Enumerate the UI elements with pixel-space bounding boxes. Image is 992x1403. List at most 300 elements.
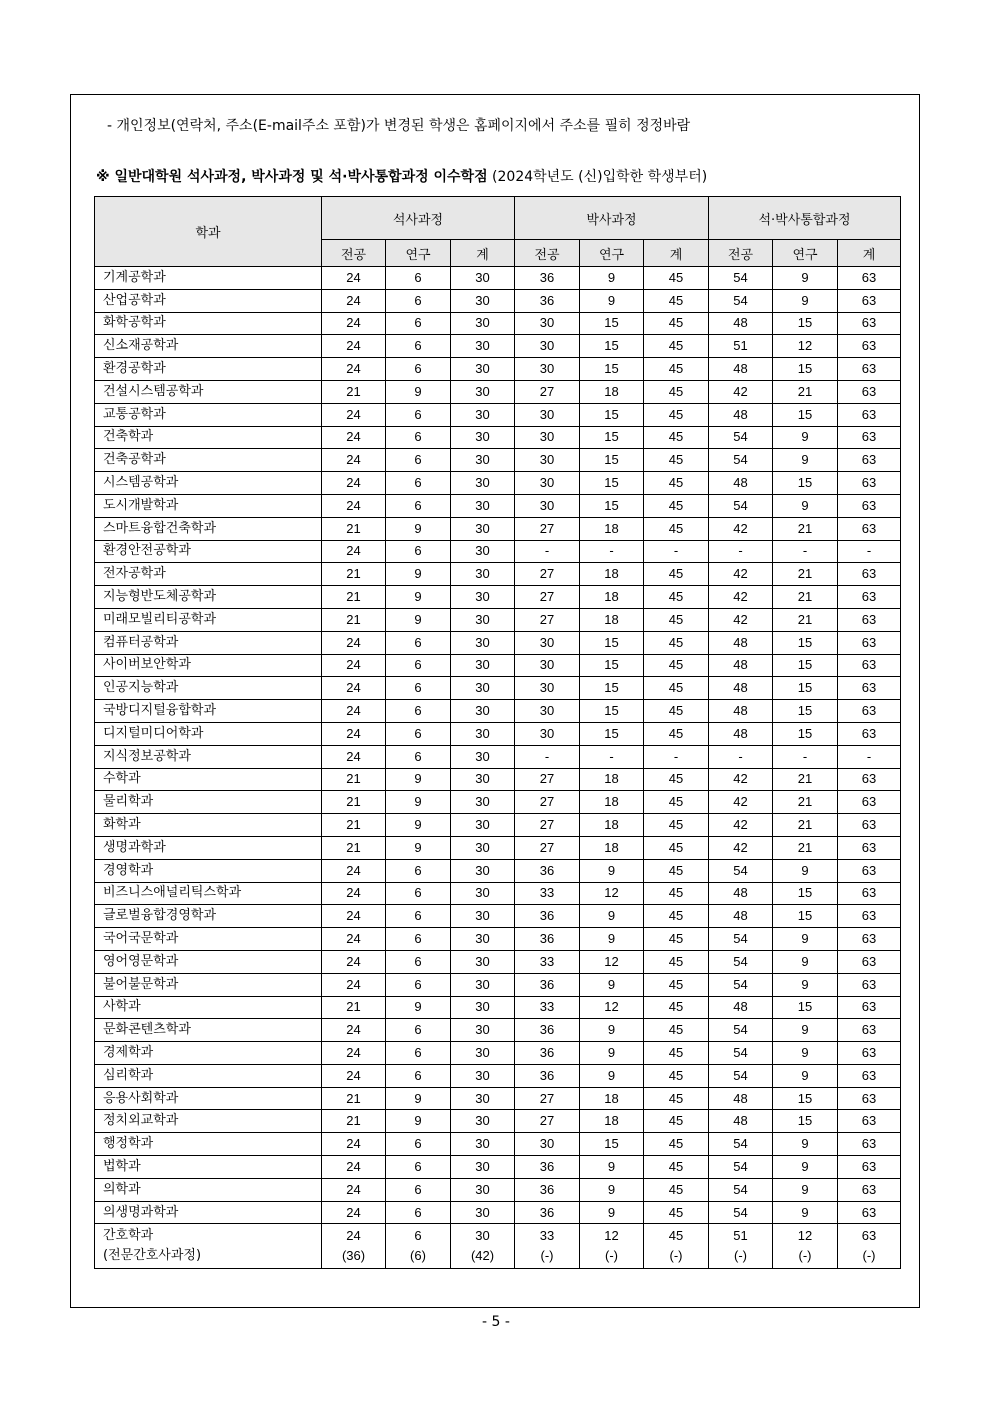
group-header-masters: 석사과정 [322, 197, 515, 240]
dept-name: 전자공학과 [95, 563, 322, 586]
table-row [95, 745, 901, 768]
credit-cell: 24 [322, 631, 386, 654]
credit-cell: 63 [838, 700, 901, 723]
credit-cell: 6 [386, 540, 451, 563]
credit-cell: 30 [515, 494, 580, 517]
credit-cell: 54 [709, 1042, 773, 1065]
credit-cell: 24 [322, 1133, 386, 1156]
group-header-integrated: 석·박사통합과정 [709, 197, 901, 240]
credit-cell: 45 [644, 517, 709, 540]
credit-cell: 48 [709, 403, 773, 426]
credit-cell: 30 [451, 380, 515, 403]
table-row [95, 449, 901, 472]
dept-name: 영어영문학과 [95, 950, 322, 973]
table-row [95, 1133, 901, 1156]
credit-cell: 45 [644, 449, 709, 472]
credit-cell: 21 [773, 608, 838, 631]
credit-cell: 45 [644, 1201, 709, 1224]
table-row [95, 677, 901, 700]
credit-sub-value: (36) [341, 1248, 366, 1264]
credit-value: 33 [539, 1228, 555, 1244]
table-row [95, 517, 901, 540]
credit-cell: 30 [451, 973, 515, 996]
dept-header: 학과 [95, 197, 322, 267]
group-header-doctoral: 박사과정 [515, 197, 709, 240]
credit-cell: 6 [386, 403, 451, 426]
table-row [95, 722, 901, 745]
dept-name: 기계공학과 [95, 267, 322, 290]
credit-cell: 30 [451, 608, 515, 631]
credit-cell: 27 [515, 608, 580, 631]
table-row [95, 1110, 901, 1133]
dept-name: 물리학과 [95, 791, 322, 814]
credit-cell: 6 [386, 1178, 451, 1201]
credit-cell: 9 [386, 563, 451, 586]
credit-cell: 18 [580, 791, 644, 814]
credit-cell: 24 [322, 1064, 386, 1087]
dept-name: 건축공학과 [95, 449, 322, 472]
subheader: 전공 [515, 240, 580, 267]
credit-cell: 6 [386, 928, 451, 951]
credit-cell: 30 [451, 859, 515, 882]
credit-cell: 6 [386, 973, 451, 996]
table-row [95, 1201, 901, 1224]
credit-cell: 24 [322, 1019, 386, 1042]
credit-cell: 21 [773, 768, 838, 791]
credit-cell: 36 [515, 267, 580, 290]
credit-cell: 45 [644, 700, 709, 723]
credit-cell: 63 [838, 1156, 901, 1179]
dept-name: 비즈니스애널리틱스학과 [95, 882, 322, 905]
dept-name: 글로벌융합경영학과 [95, 905, 322, 928]
credit-cell: 45 [644, 358, 709, 381]
dept-name: 환경안전공학과 [95, 540, 322, 563]
credit-cell: 9 [386, 996, 451, 1019]
credit-cell: 63 [838, 722, 901, 745]
credit-cell: 42 [709, 380, 773, 403]
dept-name: 인공지능학과 [95, 677, 322, 700]
credit-cell: 18 [580, 380, 644, 403]
subheader: 계 [644, 240, 709, 267]
credit-cell: 9 [580, 267, 644, 290]
credit-cell: 9 [773, 1042, 838, 1065]
credit-cell: 30 [451, 677, 515, 700]
credit-cell: 30 [451, 654, 515, 677]
credit-cell: 15 [580, 312, 644, 335]
credit-cell: 24 [322, 654, 386, 677]
credit-cell: 24 [322, 950, 386, 973]
credit-cell: 15 [773, 472, 838, 495]
credit-cell: 15 [580, 1133, 644, 1156]
credit-cell: 15 [773, 403, 838, 426]
credit-cell: 63 [838, 289, 901, 312]
credit-cell: 21 [773, 563, 838, 586]
credit-cell: 18 [580, 608, 644, 631]
credit-cell: 63 [838, 928, 901, 951]
credit-cell: 48 [709, 677, 773, 700]
credit-cell: 24 [322, 540, 386, 563]
table-row [95, 1064, 901, 1087]
credit-cell: 27 [515, 1087, 580, 1110]
credit-cell: 63 [838, 403, 901, 426]
credit-cell: 21 [322, 768, 386, 791]
credit-cell: 24 [322, 973, 386, 996]
dept-name: 사이버보안학과 [95, 654, 322, 677]
credit-cell: 15 [580, 677, 644, 700]
credit-cell: 9 [580, 928, 644, 951]
credit-cell: 30 [451, 540, 515, 563]
credit-cell: 54 [709, 1133, 773, 1156]
credit-cell: 30 [515, 312, 580, 335]
credit-cell: 54 [709, 494, 773, 517]
credit-cell: 24 [322, 335, 386, 358]
credit-cell: 63 [838, 631, 901, 654]
dept-name: 의생명과학과 [95, 1201, 322, 1224]
credit-value: 12 [797, 1228, 813, 1244]
credit-cell: 6 [386, 312, 451, 335]
credit-cell: 45 [644, 791, 709, 814]
credit-cell: 30 [451, 1156, 515, 1179]
dept-name: 스마트융합건축학과 [95, 517, 322, 540]
credit-cell: 6 [386, 1133, 451, 1156]
credit-cell: 9 [580, 1064, 644, 1087]
notice-text: - 개인정보(연락처, 주소(E-mail주소 포함)가 변경된 학생은 홈페이지에서 주소를 필히 정정바람 [107, 118, 691, 134]
credit-cell: 45 [644, 882, 709, 905]
credit-sub-value: (-) [540, 1248, 554, 1264]
credit-cell: 24 [322, 700, 386, 723]
table-row [95, 608, 901, 631]
credit-cell: 30 [451, 1019, 515, 1042]
credit-cell: 63 [838, 882, 901, 905]
dept-name [95, 1224, 322, 1269]
credit-cell: 30 [515, 677, 580, 700]
table-row [95, 563, 901, 586]
credit-cell: 63 [838, 905, 901, 928]
credit-cell: 9 [580, 859, 644, 882]
credit-cell: 21 [773, 586, 838, 609]
table-row [95, 1087, 901, 1110]
credit-cell: 30 [451, 1133, 515, 1156]
dept-name: 시스템공학과 [95, 472, 322, 495]
credit-cell: 9 [386, 1087, 451, 1110]
credit-cell: 15 [580, 472, 644, 495]
credit-cell: 30 [451, 950, 515, 973]
credit-cell: 15 [773, 722, 838, 745]
credit-cell: 9 [580, 973, 644, 996]
dept-name: 지식정보공학과 [95, 745, 322, 768]
credit-cell: 63 [838, 426, 901, 449]
credit-value: 12 [604, 1228, 619, 1244]
credit-cell: 30 [451, 312, 515, 335]
credit-cell: 54 [709, 1201, 773, 1224]
dept-name: 국방디지털융합학과 [95, 700, 322, 723]
credit-cell: 30 [451, 449, 515, 472]
credit-cell: 30 [451, 1178, 515, 1201]
credit-cell: 6 [386, 950, 451, 973]
table-row [95, 928, 901, 951]
table-row [95, 950, 901, 973]
credit-cell: 30 [451, 1201, 515, 1224]
credit-cell: - [709, 745, 773, 768]
credit-cell: 9 [386, 791, 451, 814]
credit-cell: 63 [838, 973, 901, 996]
credit-cell: 51 [709, 335, 773, 358]
credit-cell: 27 [515, 814, 580, 837]
credit-cell: 45 [644, 563, 709, 586]
credit-cell: 45 [644, 631, 709, 654]
table-row [95, 631, 901, 654]
credit-cell: 6 [386, 859, 451, 882]
credit-cell: 36 [515, 859, 580, 882]
credit-cell: 15 [580, 335, 644, 358]
subheader: 계 [451, 240, 515, 267]
page-number: - 5 - [482, 1314, 510, 1330]
credit-cell: 9 [773, 928, 838, 951]
table-row [95, 380, 901, 403]
credit-cell: 54 [709, 1019, 773, 1042]
table-row [95, 540, 901, 563]
credit-cell: 9 [386, 836, 451, 859]
credit-cell: 24 [322, 1156, 386, 1179]
credit-cell: 30 [451, 563, 515, 586]
dept-name: 미래모빌리티공학과 [95, 608, 322, 631]
credit-cell: 15 [580, 426, 644, 449]
credit-cell: 45 [644, 1110, 709, 1133]
dept-name-main: 간호학과 [103, 1228, 154, 1244]
credit-cell: - [580, 745, 644, 768]
credit-cell: 15 [580, 449, 644, 472]
credit-cell: 9 [773, 1201, 838, 1224]
credit-cell: 63 [838, 1201, 901, 1224]
credit-cell: 63 [838, 335, 901, 358]
credit-cell: 36 [515, 973, 580, 996]
credit-cell: 30 [451, 722, 515, 745]
subheader: 연구 [580, 240, 644, 267]
credit-cell: 54 [709, 267, 773, 290]
credit-cell: 9 [386, 1110, 451, 1133]
credit-cell: 9 [773, 1156, 838, 1179]
credit-cell: 9 [773, 973, 838, 996]
credit-cell: 45 [644, 494, 709, 517]
credit-cell: 27 [515, 768, 580, 791]
credit-cell: 30 [515, 1133, 580, 1156]
credit-cell: 6 [386, 722, 451, 745]
credit-value: 45 [668, 1228, 684, 1244]
credit-cell: 18 [580, 836, 644, 859]
table-row [95, 494, 901, 517]
table-row [95, 768, 901, 791]
credit-cell [580, 1224, 644, 1269]
credit-cell: 30 [451, 814, 515, 837]
credit-cell: 9 [580, 1019, 644, 1042]
credit-cell: 9 [773, 426, 838, 449]
credit-cell: 15 [773, 1110, 838, 1133]
credit-cell: 15 [773, 882, 838, 905]
credit-value: 63 [861, 1228, 877, 1244]
credit-cell: 6 [386, 335, 451, 358]
credit-cell: 18 [580, 768, 644, 791]
credit-cell: - [773, 745, 838, 768]
credit-cell: 30 [451, 472, 515, 495]
credit-cell: 63 [838, 1133, 901, 1156]
credit-cell: 30 [451, 905, 515, 928]
credit-cell: 6 [386, 1042, 451, 1065]
credit-cell: 45 [644, 996, 709, 1019]
credit-cell: 9 [773, 1064, 838, 1087]
credit-sub-value: (-) [669, 1248, 683, 1264]
credit-cell: 24 [322, 1042, 386, 1065]
credit-cell: 48 [709, 722, 773, 745]
credit-cell: - [838, 745, 901, 768]
subheader: 전공 [322, 240, 386, 267]
credit-cell: 27 [515, 563, 580, 586]
credit-cell: 6 [386, 426, 451, 449]
credit-cell: 33 [515, 882, 580, 905]
credit-cell: 48 [709, 472, 773, 495]
credit-cell: 21 [322, 1087, 386, 1110]
credit-cell: 9 [773, 494, 838, 517]
credit-cell: 6 [386, 700, 451, 723]
credit-cell: 45 [644, 1156, 709, 1179]
credit-cell: 45 [644, 950, 709, 973]
credit-cell: 30 [451, 267, 515, 290]
credit-cell: 6 [386, 654, 451, 677]
credit-cell: 45 [644, 267, 709, 290]
credit-cell [644, 1224, 709, 1269]
credit-cell: 48 [709, 1110, 773, 1133]
dept-name: 경영학과 [95, 859, 322, 882]
credit-cell: 36 [515, 1201, 580, 1224]
table-row [95, 836, 901, 859]
credit-cell: 45 [644, 1133, 709, 1156]
credit-cell: 6 [386, 905, 451, 928]
credit-cell: 30 [451, 403, 515, 426]
credit-cell: 63 [838, 494, 901, 517]
credit-cell: 45 [644, 905, 709, 928]
credit-cell: 21 [322, 996, 386, 1019]
credit-cell: 63 [838, 654, 901, 677]
credit-cell: 45 [644, 1087, 709, 1110]
credit-cell: 48 [709, 654, 773, 677]
credit-cell: 63 [838, 950, 901, 973]
credit-cell: 9 [386, 380, 451, 403]
credit-cell: 6 [386, 289, 451, 312]
credit-cell: 21 [773, 380, 838, 403]
credit-cell: 12 [580, 882, 644, 905]
credit-cell: 63 [838, 768, 901, 791]
section-subtitle: (2024학년도 (신)입학한 학생부터) [492, 169, 708, 185]
credit-cell: 9 [773, 1178, 838, 1201]
credit-cell: 63 [838, 1178, 901, 1201]
credit-cell: 45 [644, 608, 709, 631]
credit-cell: 45 [644, 1178, 709, 1201]
credit-cell: 30 [451, 631, 515, 654]
credit-cell: 63 [838, 859, 901, 882]
credit-cell: 30 [451, 358, 515, 381]
credit-cell: 30 [515, 403, 580, 426]
credit-cell: 42 [709, 586, 773, 609]
credit-cell: 15 [773, 996, 838, 1019]
credit-cell: 15 [580, 631, 644, 654]
credit-cell: 6 [386, 677, 451, 700]
credit-sub-value: (-) [605, 1248, 618, 1264]
table-row [95, 586, 901, 609]
credit-cell: 9 [386, 586, 451, 609]
dept-name: 화학공학과 [95, 312, 322, 335]
credit-cell: - [838, 540, 901, 563]
credit-cell: 30 [515, 722, 580, 745]
credit-cell: 36 [515, 1064, 580, 1087]
credit-cell: 48 [709, 358, 773, 381]
credit-cell: 24 [322, 882, 386, 905]
credit-cell: 24 [322, 289, 386, 312]
credit-cell: 48 [709, 996, 773, 1019]
credit-cell: 30 [515, 654, 580, 677]
credit-cell: 42 [709, 836, 773, 859]
credit-cell: 18 [580, 517, 644, 540]
credit-cell [709, 1224, 773, 1269]
credit-cell: 15 [580, 722, 644, 745]
credit-cell: 45 [644, 335, 709, 358]
dept-name: 도시개발학과 [95, 494, 322, 517]
credit-cell: 45 [644, 928, 709, 951]
credit-cell: 63 [838, 449, 901, 472]
credit-cell: 63 [838, 608, 901, 631]
credit-cell: 6 [386, 631, 451, 654]
credit-cell: - [644, 745, 709, 768]
credit-cell: 12 [773, 335, 838, 358]
credit-cell: - [515, 540, 580, 563]
table-row [95, 1178, 901, 1201]
table-row [95, 267, 901, 290]
credit-cell: 15 [773, 631, 838, 654]
credit-cell: 48 [709, 905, 773, 928]
credit-cell: 42 [709, 768, 773, 791]
credit-cell: 45 [644, 654, 709, 677]
credit-cell: 15 [773, 905, 838, 928]
credit-cell: 36 [515, 928, 580, 951]
credit-cell: 63 [838, 312, 901, 335]
credit-cell: 9 [773, 859, 838, 882]
table-row [95, 654, 901, 677]
credit-cell: 21 [322, 517, 386, 540]
section-heading [96, 166, 707, 186]
credit-cell: 36 [515, 289, 580, 312]
table-row [95, 1042, 901, 1065]
credit-cell: 54 [709, 426, 773, 449]
table-row [95, 973, 901, 996]
table-row [95, 426, 901, 449]
dept-name: 환경공학과 [95, 358, 322, 381]
credit-cell: 42 [709, 608, 773, 631]
credit-cell: 30 [515, 358, 580, 381]
credit-cell: 6 [386, 882, 451, 905]
credit-cell: 45 [644, 859, 709, 882]
credit-cell: 24 [322, 1178, 386, 1201]
dept-name: 지능형반도체공학과 [95, 586, 322, 609]
credit-cell: 15 [580, 403, 644, 426]
credit-cell: 63 [838, 472, 901, 495]
credit-cell: 63 [838, 563, 901, 586]
dept-name: 법학과 [95, 1156, 322, 1179]
credit-cell: 9 [580, 905, 644, 928]
dept-name: 국어국문학과 [95, 928, 322, 951]
credit-cell: 18 [580, 586, 644, 609]
credit-cell: 9 [580, 1178, 644, 1201]
dept-name: 교통공학과 [95, 403, 322, 426]
credit-cell: 18 [580, 1087, 644, 1110]
credit-cell: 36 [515, 1178, 580, 1201]
